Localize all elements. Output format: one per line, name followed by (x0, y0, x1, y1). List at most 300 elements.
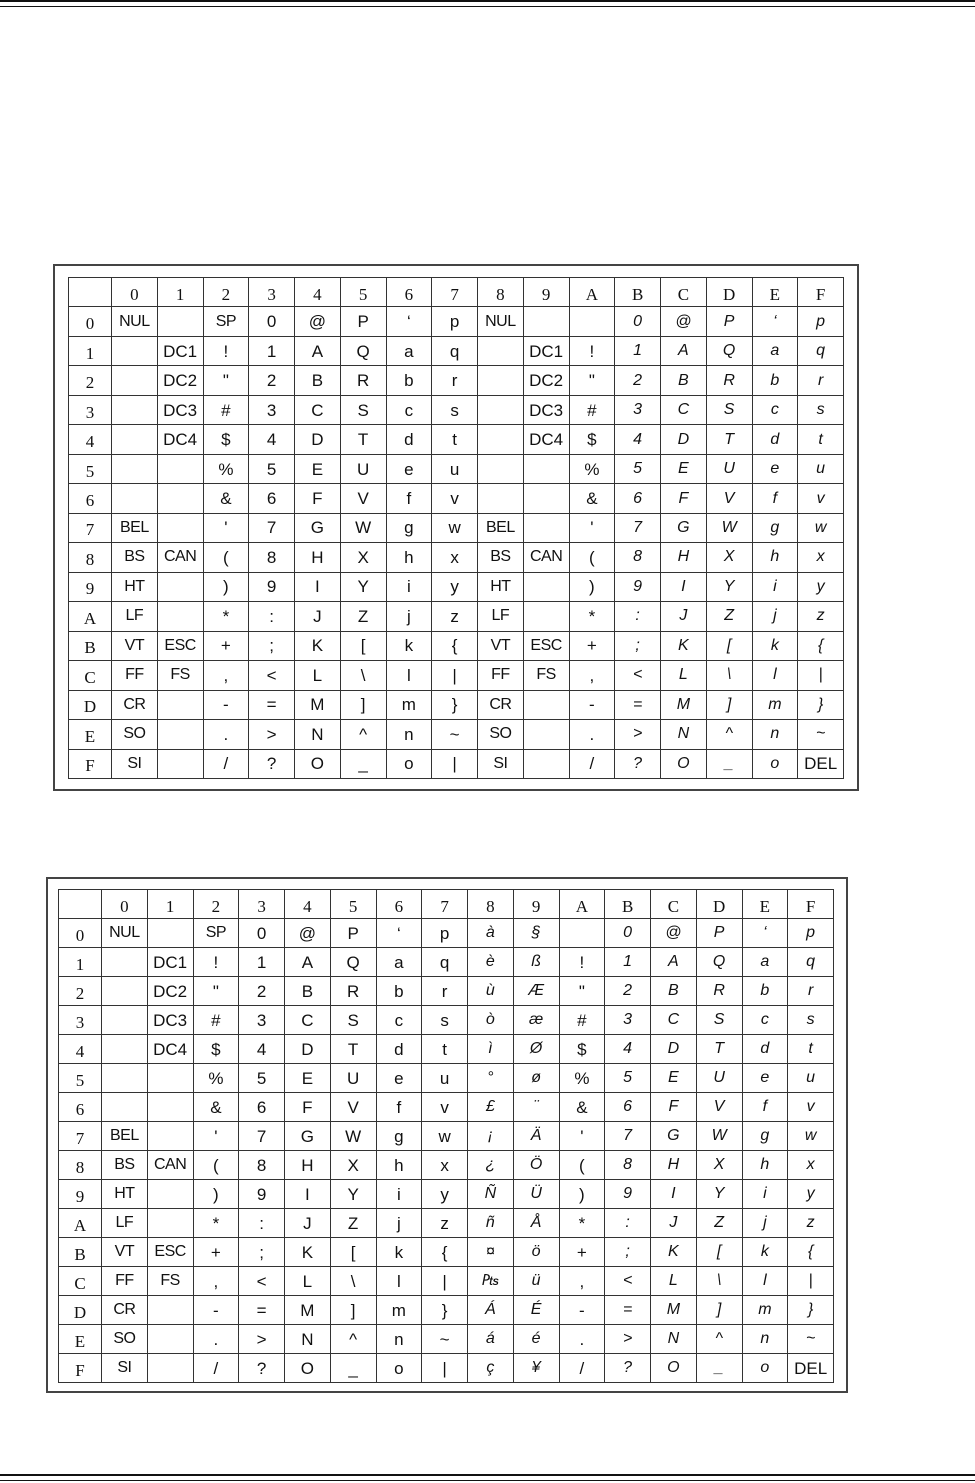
char-cell: { (422, 1238, 468, 1267)
char-cell: _ (330, 1354, 376, 1383)
char-cell: y (422, 1180, 468, 1209)
char-cell: + (193, 1238, 239, 1267)
char-cell: E (661, 454, 707, 483)
char-cell: V (696, 1093, 742, 1122)
char-cell (102, 1093, 148, 1122)
char-cell: z (798, 602, 844, 631)
char-cell: w (798, 513, 844, 542)
char-cell: i (752, 572, 798, 601)
char-cell: W (330, 1122, 376, 1151)
char-cell: i (742, 1180, 788, 1209)
char-cell: % (203, 454, 249, 483)
char-cell: z (422, 1209, 468, 1238)
char-cell: V (330, 1093, 376, 1122)
char-cell: z (788, 1209, 834, 1238)
char-cell: c (742, 1006, 788, 1035)
column-header: 1 (157, 278, 203, 307)
char-cell: SI (478, 749, 524, 779)
char-cell: s (788, 1006, 834, 1035)
char-cell: ø (513, 1064, 559, 1093)
char-cell (112, 366, 158, 395)
char-cell: 1 (239, 948, 285, 977)
char-cell: @ (661, 307, 707, 336)
char-cell: n (752, 720, 798, 749)
char-cell: ; (249, 631, 295, 660)
row-header: 8 (69, 543, 112, 572)
char-cell: 7 (615, 513, 661, 542)
char-cell: ₧ (468, 1267, 514, 1296)
char-cell: z (432, 602, 478, 631)
char-cell: G (295, 513, 341, 542)
char-cell: { (432, 631, 478, 660)
char-cell: 4 (249, 425, 295, 454)
char-cell: ‘ (752, 307, 798, 336)
charset-table-2 (46, 877, 848, 1393)
table-row (69, 454, 844, 483)
char-cell (147, 1296, 193, 1325)
char-cell: # (203, 395, 249, 424)
char-cell: N (651, 1325, 697, 1354)
row-header: B (59, 1238, 102, 1267)
char-cell (157, 513, 203, 542)
column-header: E (742, 890, 788, 919)
char-cell: C (295, 395, 341, 424)
char-cell: q (798, 336, 844, 365)
table-row (69, 543, 844, 572)
char-cell: w (422, 1122, 468, 1151)
char-cell: | (432, 661, 478, 690)
char-cell: / (203, 749, 249, 779)
char-cell: t (798, 425, 844, 454)
char-cell: C (661, 395, 707, 424)
char-cell: ù (468, 977, 514, 1006)
char-cell: t (432, 425, 478, 454)
char-cell: , (569, 661, 615, 690)
char-cell: B (661, 366, 707, 395)
char-cell: f (752, 484, 798, 513)
char-cell: CAN (157, 543, 203, 572)
char-cell: U (706, 454, 752, 483)
char-cell (112, 454, 158, 483)
char-cell: | (788, 1267, 834, 1296)
char-cell: , (203, 661, 249, 690)
char-cell: a (376, 948, 422, 977)
char-cell: ' (559, 1122, 605, 1151)
char-cell: $ (203, 425, 249, 454)
char-cell: 3 (249, 395, 295, 424)
char-cell (102, 977, 148, 1006)
char-cell (102, 1035, 148, 1064)
char-cell: q (788, 948, 834, 977)
char-cell: ¿ (468, 1151, 514, 1180)
char-cell: @ (285, 919, 331, 948)
char-cell: n (376, 1325, 422, 1354)
char-cell: BEL (112, 513, 158, 542)
char-cell: p (788, 919, 834, 948)
char-cell: d (752, 425, 798, 454)
char-cell: h (752, 543, 798, 572)
column-header: 2 (193, 890, 239, 919)
char-cell: G (661, 513, 707, 542)
column-header: F (798, 278, 844, 307)
char-cell: } (798, 690, 844, 719)
char-cell: + (569, 631, 615, 660)
char-cell: 0 (249, 307, 295, 336)
char-cell: W (706, 513, 752, 542)
row-header: 7 (59, 1122, 102, 1151)
column-header: 8 (468, 890, 514, 919)
row-header: 9 (59, 1180, 102, 1209)
char-cell (147, 1325, 193, 1354)
char-cell: ç (468, 1354, 514, 1383)
char-cell: P (706, 307, 752, 336)
char-cell: " (203, 366, 249, 395)
char-cell: S (696, 1006, 742, 1035)
char-cell: < (605, 1267, 651, 1296)
char-cell: Æ (513, 977, 559, 1006)
row-header: 6 (59, 1093, 102, 1122)
char-cell: " (569, 366, 615, 395)
char-cell: ? (605, 1354, 651, 1383)
row-header: 3 (69, 395, 112, 424)
char-cell: ! (203, 336, 249, 365)
char-cell (523, 454, 569, 483)
char-cell: " (559, 977, 605, 1006)
char-cell: - (569, 690, 615, 719)
char-cell: p (798, 307, 844, 336)
char-cell: o (742, 1354, 788, 1383)
char-cell: l (742, 1267, 788, 1296)
char-cell: Ñ (468, 1180, 514, 1209)
char-cell: 6 (605, 1093, 651, 1122)
char-cell: DC1 (157, 336, 203, 365)
char-cell: F (661, 484, 707, 513)
char-cell: D (661, 425, 707, 454)
charset-table-1 (53, 264, 859, 791)
char-cell: ° (468, 1064, 514, 1093)
char-cell: , (193, 1267, 239, 1296)
char-cell: q (432, 336, 478, 365)
char-cell: K (295, 631, 341, 660)
char-cell: J (661, 602, 707, 631)
char-cell: k (752, 631, 798, 660)
char-cell (523, 513, 569, 542)
char-cell: DC4 (523, 425, 569, 454)
column-header: F (788, 890, 834, 919)
char-cell: j (752, 602, 798, 631)
char-cell (478, 454, 524, 483)
char-cell: s (422, 1006, 468, 1035)
column-header: C (661, 278, 707, 307)
char-cell (478, 366, 524, 395)
char-cell: x (788, 1151, 834, 1180)
char-cell (523, 602, 569, 631)
char-cell (523, 572, 569, 601)
column-header: 4 (285, 890, 331, 919)
char-cell: I (295, 572, 341, 601)
char-cell: U (340, 454, 386, 483)
char-cell: T (706, 425, 752, 454)
char-cell: 9 (605, 1180, 651, 1209)
char-cell: J (285, 1209, 331, 1238)
char-cell: " (193, 977, 239, 1006)
char-cell: M (651, 1296, 697, 1325)
char-cell: 9 (615, 572, 661, 601)
char-cell: S (330, 1006, 376, 1035)
char-cell: k (742, 1238, 788, 1267)
char-cell: > (239, 1325, 285, 1354)
char-cell: l (386, 661, 432, 690)
char-cell: 8 (239, 1151, 285, 1180)
char-cell: ! (193, 948, 239, 977)
table-row (69, 513, 844, 542)
char-cell: r (798, 366, 844, 395)
char-cell: < (615, 661, 661, 690)
char-cell: U (696, 1064, 742, 1093)
column-header: D (696, 890, 742, 919)
column-header: 7 (432, 278, 478, 307)
char-cell: 1 (249, 336, 295, 365)
char-cell: R (706, 366, 752, 395)
char-cell: HT (478, 572, 524, 601)
char-cell: ß (513, 948, 559, 977)
char-cell: ( (193, 1151, 239, 1180)
char-cell: ESC (147, 1238, 193, 1267)
char-cell: m (376, 1296, 422, 1325)
char-cell: & (559, 1093, 605, 1122)
bottom-rule (0, 1474, 975, 1481)
char-cell: j (742, 1209, 788, 1238)
char-cell: BS (102, 1151, 148, 1180)
char-cell: $ (193, 1035, 239, 1064)
char-cell: ) (569, 572, 615, 601)
char-cell: 6 (239, 1093, 285, 1122)
char-cell: 2 (605, 977, 651, 1006)
char-cell: { (788, 1238, 834, 1267)
char-cell (478, 336, 524, 365)
column-header: B (615, 278, 661, 307)
char-cell: a (752, 336, 798, 365)
char-cell: P (330, 919, 376, 948)
column-header: 2 (203, 278, 249, 307)
char-cell: G (651, 1122, 697, 1151)
char-cell: DC2 (147, 977, 193, 1006)
char-cell: O (661, 749, 707, 779)
char-cell: SP (203, 307, 249, 336)
char-cell: . (569, 720, 615, 749)
char-cell: 8 (615, 543, 661, 572)
char-cell: ¥ (513, 1354, 559, 1383)
char-cell: ~ (422, 1325, 468, 1354)
char-cell: > (249, 720, 295, 749)
char-cell: DC3 (157, 395, 203, 424)
char-cell (478, 484, 524, 513)
char-cell: t (422, 1035, 468, 1064)
char-cell: DC3 (523, 395, 569, 424)
char-cell: J (295, 602, 341, 631)
char-cell: f (376, 1093, 422, 1122)
char-cell: ; (239, 1238, 285, 1267)
table-row (59, 1296, 834, 1325)
column-header: A (569, 278, 615, 307)
char-cell: 1 (605, 948, 651, 977)
char-cell: 5 (249, 454, 295, 483)
column-header: C (651, 890, 697, 919)
table-row (69, 749, 844, 779)
char-cell: . (193, 1325, 239, 1354)
char-cell: k (376, 1238, 422, 1267)
table-row (59, 1035, 834, 1064)
char-cell: L (295, 661, 341, 690)
char-cell: è (468, 948, 514, 977)
char-cell: [ (706, 631, 752, 660)
column-header: 9 (513, 890, 559, 919)
char-cell: NUL (478, 307, 524, 336)
char-cell: LF (478, 602, 524, 631)
table-row (69, 395, 844, 424)
char-cell: DC1 (523, 336, 569, 365)
column-header: 9 (523, 278, 569, 307)
char-cell: ] (706, 690, 752, 719)
char-cell: [ (330, 1238, 376, 1267)
char-cell: | (798, 661, 844, 690)
row-header: 0 (59, 919, 102, 948)
char-cell: c (752, 395, 798, 424)
table-row (59, 977, 834, 1006)
char-cell: 3 (615, 395, 661, 424)
char-cell (112, 425, 158, 454)
char-cell: B (651, 977, 697, 1006)
char-cell: ö (513, 1238, 559, 1267)
char-cell: ~ (788, 1325, 834, 1354)
row-header: 3 (59, 1006, 102, 1035)
column-header: 3 (249, 278, 295, 307)
char-cell: b (376, 977, 422, 1006)
char-cell: C (285, 1006, 331, 1035)
char-cell: & (193, 1093, 239, 1122)
char-cell: G (285, 1122, 331, 1151)
char-cell: SO (478, 720, 524, 749)
char-cell: ¨ (513, 1093, 559, 1122)
char-cell: 4 (615, 425, 661, 454)
char-cell: / (569, 749, 615, 779)
row-header: 8 (59, 1151, 102, 1180)
char-cell: m (386, 690, 432, 719)
char-cell: 3 (605, 1006, 651, 1035)
char-cell: u (422, 1064, 468, 1093)
char-cell: ' (193, 1122, 239, 1151)
table-row (69, 336, 844, 365)
char-cell (523, 307, 569, 336)
char-cell: ‘ (386, 307, 432, 336)
char-cell: BEL (478, 513, 524, 542)
char-cell: 9 (249, 572, 295, 601)
char-cell: v (788, 1093, 834, 1122)
char-cell: ( (203, 543, 249, 572)
char-cell: e (376, 1064, 422, 1093)
char-cell: X (706, 543, 752, 572)
char-cell: Y (330, 1180, 376, 1209)
column-header: 0 (112, 278, 158, 307)
char-cell: N (285, 1325, 331, 1354)
char-cell: ì (468, 1035, 514, 1064)
char-cell: p (432, 307, 478, 336)
char-cell: 0 (239, 919, 285, 948)
row-header: C (59, 1267, 102, 1296)
row-header: 4 (59, 1035, 102, 1064)
char-cell (147, 1354, 193, 1383)
char-cell: I (651, 1180, 697, 1209)
table-row (69, 307, 844, 336)
char-cell: T (696, 1035, 742, 1064)
char-cell: g (752, 513, 798, 542)
char-cell: I (285, 1180, 331, 1209)
char-cell: H (661, 543, 707, 572)
char-cell: + (559, 1238, 605, 1267)
char-cell: DC2 (523, 366, 569, 395)
column-header: B (605, 890, 651, 919)
char-cell (112, 336, 158, 365)
char-cell: H (651, 1151, 697, 1180)
char-cell: - (193, 1296, 239, 1325)
char-cell: = (615, 690, 661, 719)
char-cell: U (330, 1064, 376, 1093)
char-cell: á (468, 1325, 514, 1354)
char-cell: y (788, 1180, 834, 1209)
char-cell: 3 (239, 1006, 285, 1035)
char-cell: | (432, 749, 478, 779)
char-cell: g (742, 1122, 788, 1151)
char-cell: \ (706, 661, 752, 690)
char-cell: n (742, 1325, 788, 1354)
char-cell: CAN (147, 1151, 193, 1180)
column-header: 5 (330, 890, 376, 919)
char-cell: FS (147, 1267, 193, 1296)
char-cell: P (340, 307, 386, 336)
char-cell: , (559, 1267, 605, 1296)
char-cell: H (295, 543, 341, 572)
row-header: 9 (69, 572, 112, 601)
char-cell: < (239, 1267, 285, 1296)
char-cell: 9 (239, 1180, 285, 1209)
char-cell: / (193, 1354, 239, 1383)
char-cell: 5 (615, 454, 661, 483)
char-cell: ? (239, 1354, 285, 1383)
char-cell: SP (193, 919, 239, 948)
char-cell (147, 919, 193, 948)
table-row (69, 602, 844, 631)
char-cell: & (203, 484, 249, 513)
char-cell: c (386, 395, 432, 424)
char-cell: j (376, 1209, 422, 1238)
char-cell: 8 (249, 543, 295, 572)
char-cell: SI (112, 749, 158, 779)
char-cell: N (295, 720, 341, 749)
char-cell: v (432, 484, 478, 513)
char-cell: J (651, 1209, 697, 1238)
char-cell: $ (569, 425, 615, 454)
char-cell: r (422, 977, 468, 1006)
char-cell: b (752, 366, 798, 395)
char-cell: 2 (239, 977, 285, 1006)
char-cell: A (285, 948, 331, 977)
char-cell: NUL (112, 307, 158, 336)
char-cell: CAN (523, 543, 569, 572)
char-cell: S (706, 395, 752, 424)
row-header: 2 (69, 366, 112, 395)
char-cell: E (295, 454, 341, 483)
char-cell: SI (102, 1354, 148, 1383)
